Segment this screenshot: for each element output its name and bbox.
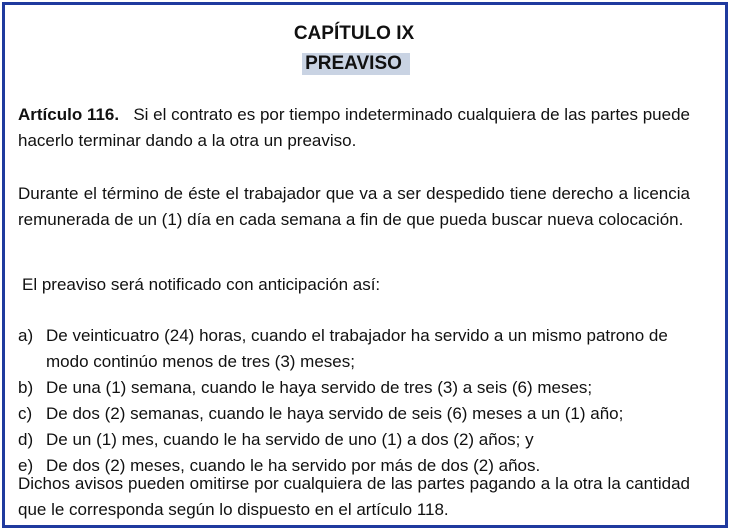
list-item-text: De una (1) semana, cuando le haya servido de tres (3) a seis (6) meses;: [46, 378, 593, 397]
subtitle-wrapper: [18, 51, 690, 77]
list-item-label: c): [18, 404, 33, 423]
list-item-label: b): [18, 378, 34, 397]
list-item: [18, 323, 708, 375]
list-item: [18, 427, 708, 453]
list-item: [18, 375, 708, 401]
article-paragraph: [18, 102, 690, 154]
list-item-text: De un (1) mes, cuando le ha servido de uno (1) a dos (2) años; y: [46, 430, 534, 449]
list-item-text: De dos (2) meses, cuando le ha servido por más de dos (2) años.: [46, 456, 541, 475]
chapter-heading: CAPÍTULO IX: [293, 23, 415, 44]
list-item: [18, 401, 708, 427]
article-label: Artículo 116.: [18, 105, 120, 124]
document-frame: [2, 2, 728, 528]
leave-paragraph: Durante el término de éste el trabajador que va a ser despedido tiene derecho a licencia remunerada de un (1) día en cada semana a fin de que pueda buscar nueva colocación.: [18, 184, 690, 229]
closing-paragraph: Dichos avisos pueden omitirse por cualquiera de las partes pagando a la otra la cantidad que le corresponda según lo dispuesto en el artículo 118.: [18, 474, 690, 519]
list-item-text: De dos (2) semanas, cuando le haya servido de seis (6) meses a un (1) año;: [46, 404, 624, 423]
article-text: Si el contrato es por tiempo indeterminado cualquiera de las partes puede hacerlo terminar dando a la otra un preaviso.: [18, 105, 690, 150]
list-item-label: a): [18, 326, 34, 345]
list-item-label: e): [18, 456, 34, 475]
notice-intro-paragraph: El preaviso será notificado con anticipación así:: [22, 275, 381, 294]
list-item-text: De veinticuatro (24) horas, cuando el trabajador ha servido a un mismo patrono de modo continúo menos de tres (3) meses;: [46, 326, 668, 371]
notice-periods-list: [18, 323, 708, 479]
list-item-label: d): [18, 430, 34, 449]
chapter-subtitle: PREAVISO: [302, 53, 410, 75]
